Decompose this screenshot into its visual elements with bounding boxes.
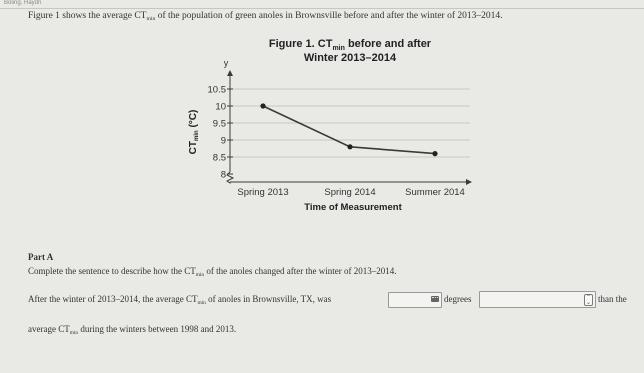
sentence-line-2 <box>28 324 236 336</box>
y-axis-letter: y <box>223 58 229 68</box>
y-tick-label: 8.5 <box>212 152 226 164</box>
y-tick-label: 10.5 <box>207 84 226 96</box>
y-tick-label: 8 <box>220 169 226 181</box>
question-text-before: Complete the sentence to describe how the CT <box>28 266 196 276</box>
question-text-after: of the anoles changed after the winter of 2013–2014. <box>204 266 397 276</box>
data-point <box>260 103 265 108</box>
question-text-sub: min <box>195 271 205 278</box>
degrees-input[interactable] <box>388 292 442 308</box>
comparison-dropdown[interactable] <box>479 291 596 308</box>
x-axis-arrow <box>466 179 472 185</box>
x-tick-label: Spring 2014 <box>324 187 376 198</box>
question-text <box>28 266 397 278</box>
sentence-line1-after: of anoles in Brownsville, TX, was <box>205 294 332 304</box>
figure-1-chart <box>170 32 480 217</box>
y-tick-label: 9 <box>220 135 226 147</box>
chart-title-line1: Figure 1. $CT_{min}$ before and after <box>268 38 432 52</box>
y-tick-label: 9.5 <box>212 118 226 130</box>
intro-text-before: Figure 1 shows the average CT <box>28 11 147 21</box>
sentence-line2-after: during the winters between 1998 and 2013. <box>78 324 237 334</box>
top-divider <box>0 8 644 9</box>
part-a-label: Part A <box>28 252 54 262</box>
intro-text <box>28 11 503 22</box>
x-axis-title: Time of Measurement <box>304 202 402 213</box>
sentence-line1-before: After the winter of 2013–2014, the average CT <box>28 294 198 304</box>
sentence-line2-before: average CT <box>28 324 70 334</box>
sentence-line-1 <box>28 294 331 306</box>
intro-text-sub: min <box>146 15 156 22</box>
data-point <box>432 151 437 156</box>
y-axis-arrow <box>227 70 233 76</box>
than-the-label: than the <box>598 294 627 304</box>
intro-text-after: of the population of green anoles in Brownsville before and after the winter of 2013–2014. <box>155 11 503 21</box>
y-axis-title: $CT_{min}$ (°C) <box>188 109 200 155</box>
sentence-line2-sub: min <box>69 329 79 336</box>
keyboard-icon[interactable] <box>431 296 439 302</box>
chart-title-line2: Winter 2013–2014 <box>303 52 397 64</box>
x-tick-label: Spring 2013 <box>237 187 289 198</box>
dropdown-spinner-icon[interactable]: ⌃ ⌄ <box>585 294 592 306</box>
data-point <box>347 144 352 149</box>
x-tick-label: Summer 2014 <box>405 187 465 198</box>
student-name: Boling, Haydn <box>4 0 42 6</box>
sentence-line1-sub: min <box>197 299 206 306</box>
degrees-label: degrees <box>444 294 472 304</box>
y-tick-label: 10 <box>215 101 226 113</box>
